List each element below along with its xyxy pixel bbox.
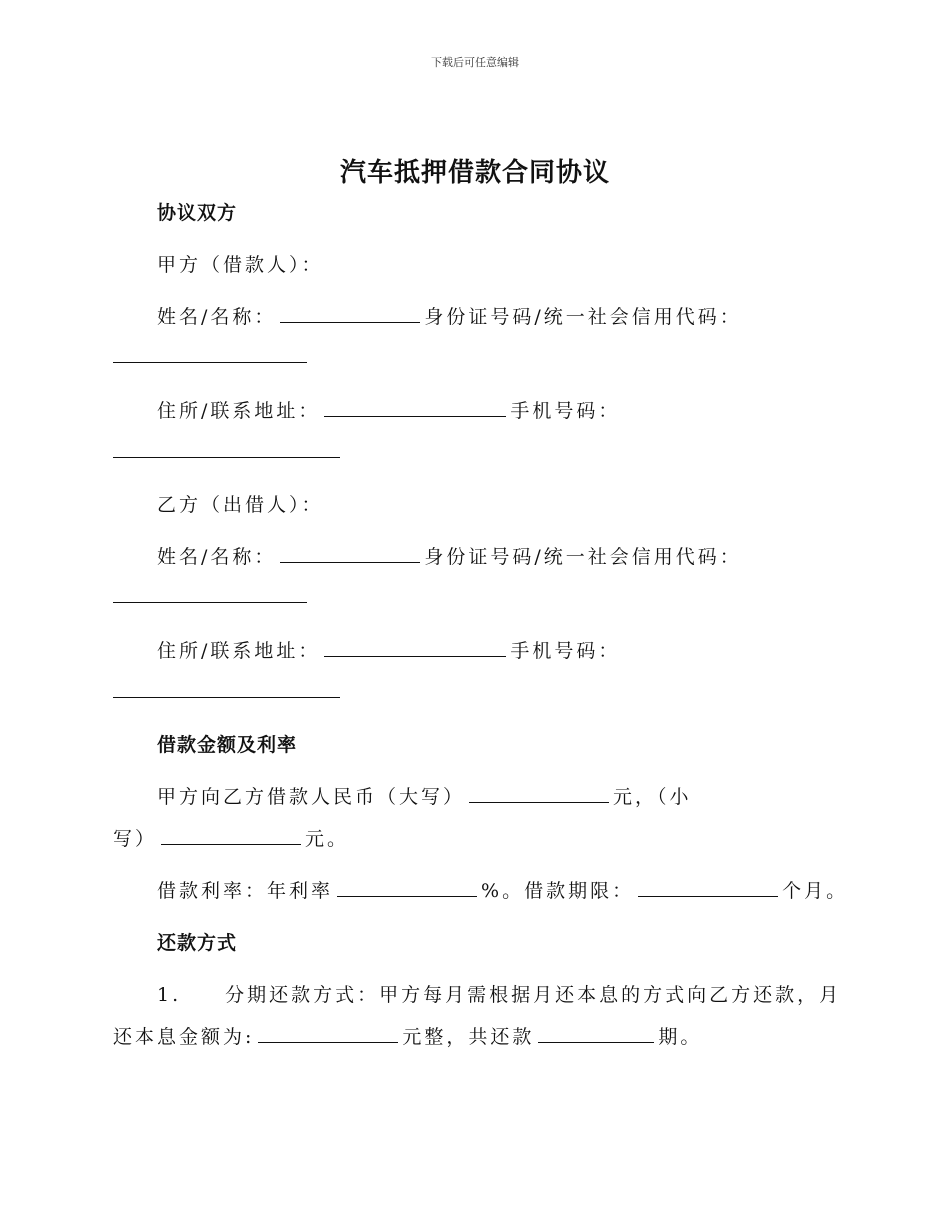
section-heading-repayment: 还款方式 — [157, 932, 238, 954]
amount-lowercase-label: 写） — [113, 828, 158, 850]
repayment-item-number: 1. — [157, 984, 182, 1006]
amount-line1-suffix: 元，（小 — [613, 786, 692, 808]
party-a-name-blank[interactable] — [280, 321, 420, 323]
rate-term-line — [157, 876, 848, 903]
party-a-address-blank[interactable] — [324, 415, 506, 417]
amount-line-2 — [113, 824, 349, 851]
term-suffix: 个月。 — [782, 880, 849, 902]
document-title: 汽车抵押借款合同协议 — [339, 158, 610, 188]
monthly-amount-label: 还本息金额为: — [113, 1026, 255, 1048]
section-heading-parties: 协议双方 — [157, 202, 238, 224]
party-a-id-label: 身份证号码/统一社会信用代码： — [424, 306, 742, 328]
party-b-address-row — [157, 636, 620, 663]
repayment-item-text: 分期还款方式：甲方每月需根据月还本息的方式向乙方还款，月 — [225, 984, 842, 1006]
installments-blank[interactable] — [538, 1041, 654, 1043]
party-a-name-row — [157, 302, 742, 329]
amount-line-1 — [157, 782, 692, 809]
party-b-label: 乙方（出借人）： — [157, 494, 324, 516]
page-header-note: 下载后可任意编辑 — [431, 56, 519, 69]
section-heading-amount: 借款金额及利率 — [157, 734, 298, 756]
party-a-address-label: 住所/联系地址： — [157, 400, 321, 422]
rate-label: 借款利率：年利率 — [157, 880, 334, 902]
party-b-name-blank[interactable] — [280, 561, 420, 563]
amount-line2-suffix: 元。 — [305, 828, 350, 850]
party-b-phone-blank[interactable] — [113, 697, 340, 698]
repayment-item-1 — [157, 980, 841, 1007]
installments-label: 元整，共还款 — [402, 1026, 535, 1048]
term-blank[interactable] — [638, 895, 778, 897]
party-a-phone-blank[interactable] — [113, 457, 340, 458]
party-b-name-label: 姓名/名称： — [157, 546, 277, 568]
installments-suffix: 期。 — [658, 1026, 703, 1048]
party-b-id-label: 身份证号码/统一社会信用代码： — [424, 546, 742, 568]
party-a-phone-label: 手机号码： — [510, 400, 621, 422]
amount-uppercase-label: 甲方向乙方借款人民币（大写） — [157, 786, 466, 808]
party-b-address-blank[interactable] — [324, 655, 506, 657]
party-a-label: 甲方（借款人）： — [157, 254, 324, 276]
rate-blank[interactable] — [337, 895, 477, 897]
party-a-name-label: 姓名/名称： — [157, 306, 277, 328]
party-a-address-row — [157, 396, 620, 423]
monthly-amount-blank[interactable] — [258, 1041, 398, 1043]
term-label: %。借款期限： — [481, 880, 635, 902]
repayment-item-1-cont — [113, 1022, 702, 1049]
party-b-id-blank[interactable] — [113, 602, 307, 603]
party-b-name-row — [157, 542, 742, 569]
party-a-id-blank[interactable] — [113, 362, 307, 363]
amount-uppercase-blank[interactable] — [469, 801, 609, 803]
party-b-address-label: 住所/联系地址： — [157, 640, 321, 662]
amount-lowercase-blank[interactable] — [161, 843, 301, 845]
party-b-phone-label: 手机号码： — [510, 640, 621, 662]
